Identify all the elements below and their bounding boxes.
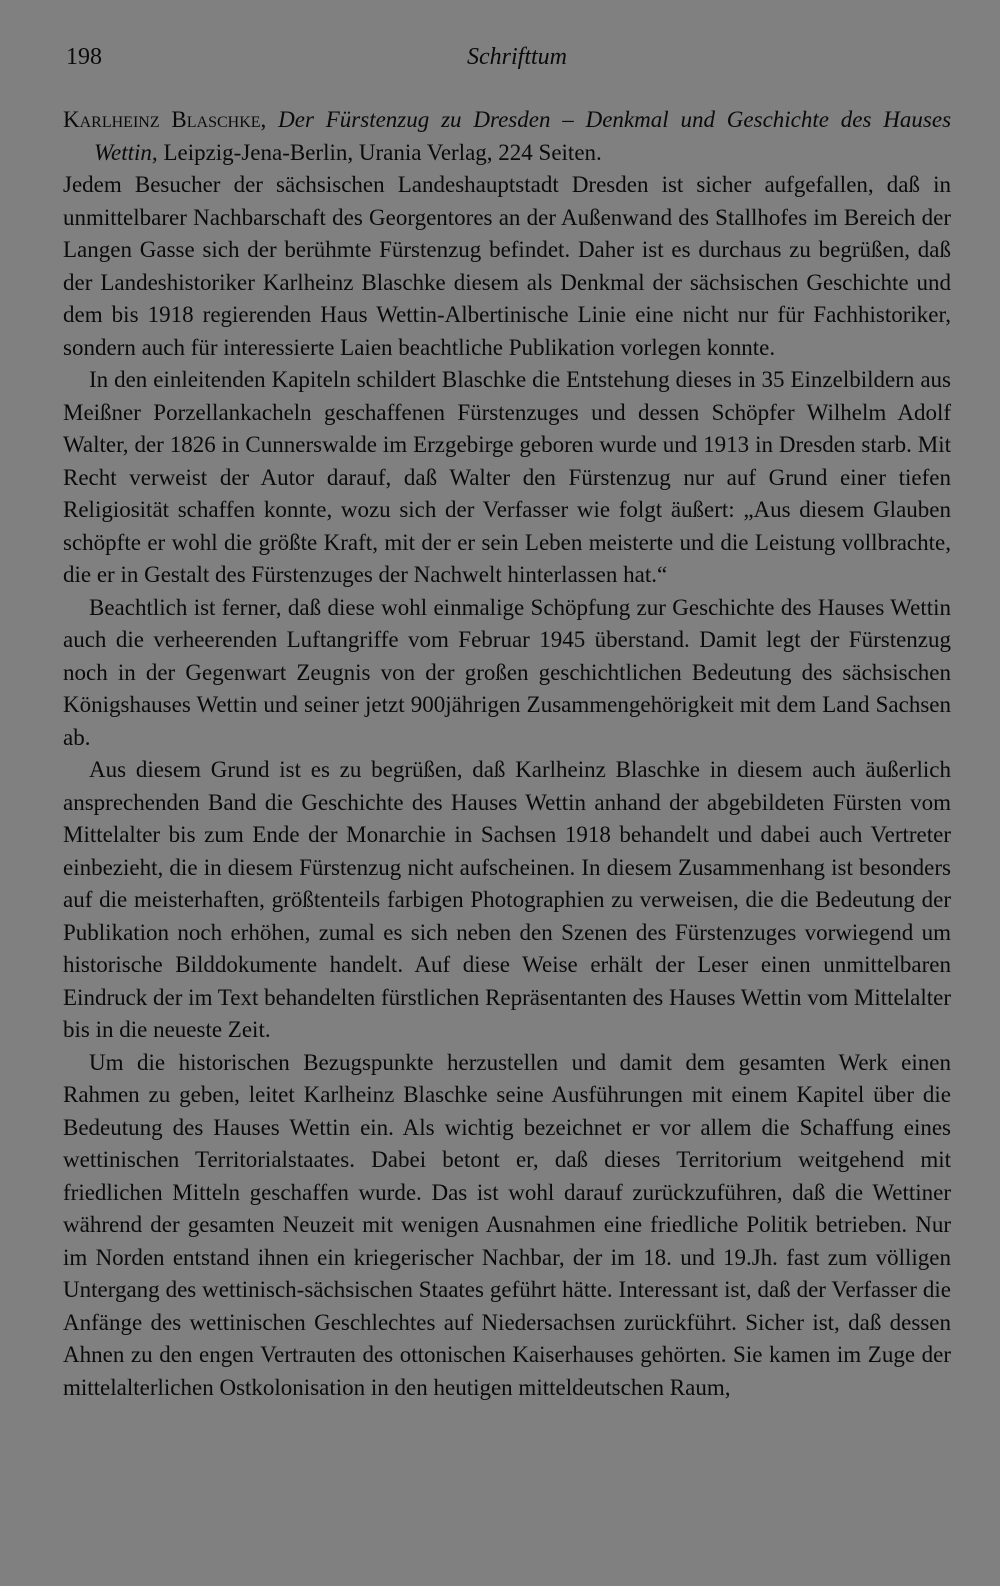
citation-title: Der Fürstenzug zu Dresden – Denkmal und Geschichte des Hauses Wettin, [94, 107, 952, 165]
running-head: Schrifttum [467, 44, 567, 70]
paragraph: Beachtlich ist ferner, daß diese wohl einmalige Schöpfung zur Geschichte des Hauses Wettin auch die verheerenden Luftangriffe vom Februar 1945 überstand. Damit legt der Fürstenzug noch in der Gegenwart Zeugnis von der großen geschichtlichen Bedeutung des sächsischen Königshauses Wettin und seiner jetzt 900jährigen Zusammengehörigkeit mit dem Land Sachsen ab. [63, 594, 951, 750]
paragraph: Um die historischen Bezugspunkte herzustellen und damit dem gesamten Werk einen Rahmen zu geben, leitet Karlheinz Blaschke seine Ausführungen mit einem Kapitel über die Bedeutung des Hauses Wettin ein. Als wichtig bezeichnet er vor allem die Schaffung eines wettinischen Territorialstaates. Dabei betont er, daß dieses Territorium weitgehend mit friedlichen Mitteln geschaffen wurde. Das ist wohl darauf zurückzuführen, daß die Wettiner während der gesamten Neuzeit mit wenigen Ausnahmen eine friedliche Politik betrieben. Nur im Norden entstand ihnen ein kriegerischer Nachbar, der im 18. und 19.Jh. fast zum völligen Untergang des wettinisch-sächsischen Staates geführt hätte. Interessant ist, daß der Verfasser die Anfänge des wettinischen Geschlechtes auf Niedersachsen zurückführt. Sicher ist, daß dessen Ahnen zu den engen Vertrauten des ottonischen Kaiserhauses gehörten. Sie kamen im Zuge der mittelalterlichen Ostkolonisation in den heutigen mitteldeutschen Raum, [63, 1049, 951, 1400]
paragraph: Aus diesem Grund ist es zu begrüßen, daß Karlheinz Blaschke in diesem auch äußerlich ansprechenden Band die Geschichte des Hauses Wettin anhand der abgebildeten Fürsten vom Mittelalter bis zum Ende der Monarchie in Sachsen 1918 behandelt und dabei auch Vertreter einbezieht, die in diesem Fürstenzug nicht aufscheinen. In diesem Zusammenhang ist besonders auf die meisterhaften, größtenteils farbigen Photographien zu verweisen, die die Bedeutung der Publikation noch erhöhen, zumal es sich neben den Szenen des Fürstenzuges vorwiegend um historische Bilddokumente handelt. Auf diese Weise erhält der Leser einen unmittelbaren Eindruck der im Text behandelten fürstlichen Repräsentanten des Hauses Wettin vom Mittelalter bis in die neueste Zeit. [63, 757, 951, 1042]
book-citation [63, 104, 951, 169]
page-header [66, 44, 948, 84]
citation-author: Karlheinz Blaschke, [63, 107, 267, 132]
paragraph: Jedem Besucher der sächsischen Landeshauptstadt Dresden ist sicher aufgefallen, daß in unmittelbarer Nachbarschaft des Georgentores an der Außenwand des Stallhofes im Bereich der Langen Gasse sich der berühmte Fürstenzug befindet. Daher ist es durchaus zu begrüßen, daß der Landeshistoriker Karlheinz Blaschke diesem als Denkmal der sächsischen Geschichte und dem bis 1918 regierenden Haus Wettin-Albertinische Linie eine nicht nur für Fachhistoriker, sondern auch für interessierte Laien beachtliche Publikation vorlegen konnte. [63, 172, 951, 360]
citation-publication: Leipzig-Jena-Berlin, Urania Verlag, 224 Seiten. [163, 139, 602, 165]
paragraph: In den einleitenden Kapiteln schildert Blaschke die Entstehung dieses in 35 Einzelbildern aus Meißner Porzellankacheln geschaffenen Fürstenzuges und dessen Schöpfer Wilhelm Adolf Walter, der 1826 in Cunnerswalde im Erzgebirge geboren wurde und 1913 in Dresden starb. Mit Recht verweist der Autor darauf, daß Walter den Fürstenzug nur auf Grund einer tiefen Religiosität schaffen konnte, wozu sich der Verfasser wie folgt äußert: „Aus diesem Glauben schöpfte er wohl die größte Kraft, mit der er sein Leben meisterte und die Leistung vollbrachte, die er in Gestalt des Fürstenzuges der Nachwelt hinterlassen hat.“ [63, 367, 951, 587]
page-number: 198 [66, 44, 102, 70]
review-body [63, 104, 951, 1404]
